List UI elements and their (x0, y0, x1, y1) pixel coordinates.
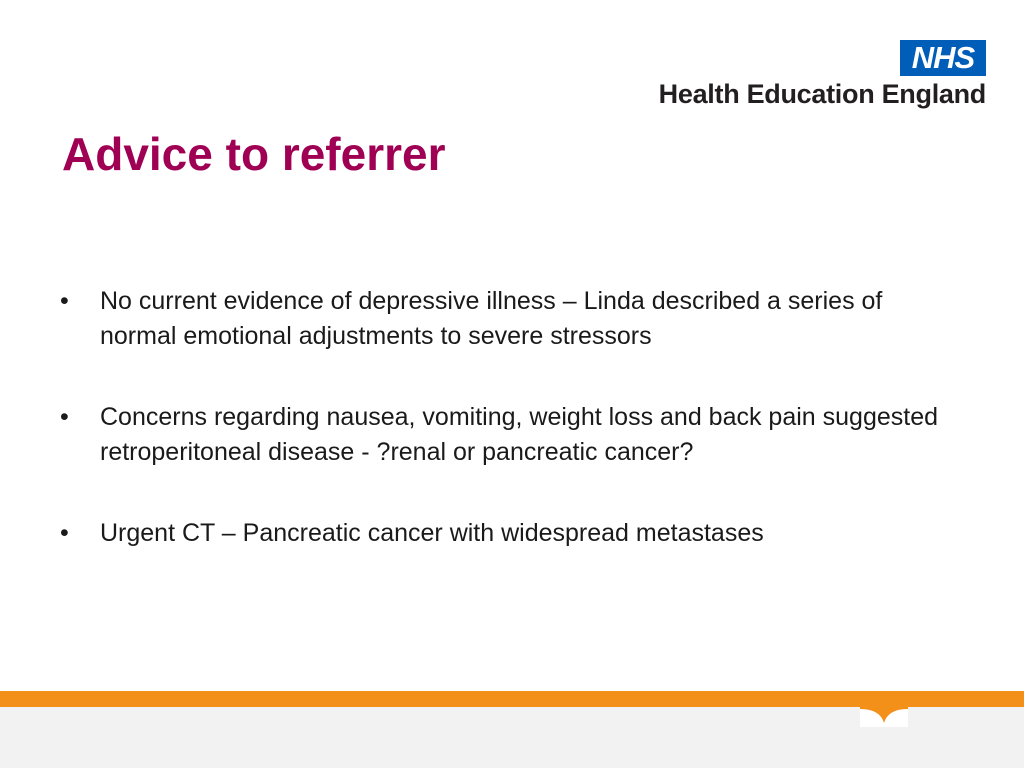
bullet-item (58, 516, 938, 551)
bullet-item (58, 284, 938, 354)
bullet-text: Concerns regarding nausea, vomiting, weight loss and back pain suggested retroperitoneal disease - ?renal or pancreatic cancer? (100, 403, 939, 466)
nhs-badge: NHS (900, 40, 986, 76)
bullet-text: No current evidence of depressive illness – Linda described a series of normal emotional adjustments to severe stressors (100, 287, 883, 350)
bullet-marker: • (60, 403, 69, 431)
nhs-hee-logo (636, 40, 986, 112)
bullet-item (58, 400, 938, 470)
org-name: Health Education England (658, 79, 986, 109)
bullet-list (58, 284, 938, 597)
footer-notch-shape (860, 705, 908, 727)
bullet-marker: • (60, 519, 69, 547)
bullet-text: Urgent CT – Pancreatic cancer with widespread metastases (100, 519, 764, 547)
bullet-marker: • (60, 287, 69, 315)
slide-title: Advice to referrer (62, 128, 446, 180)
